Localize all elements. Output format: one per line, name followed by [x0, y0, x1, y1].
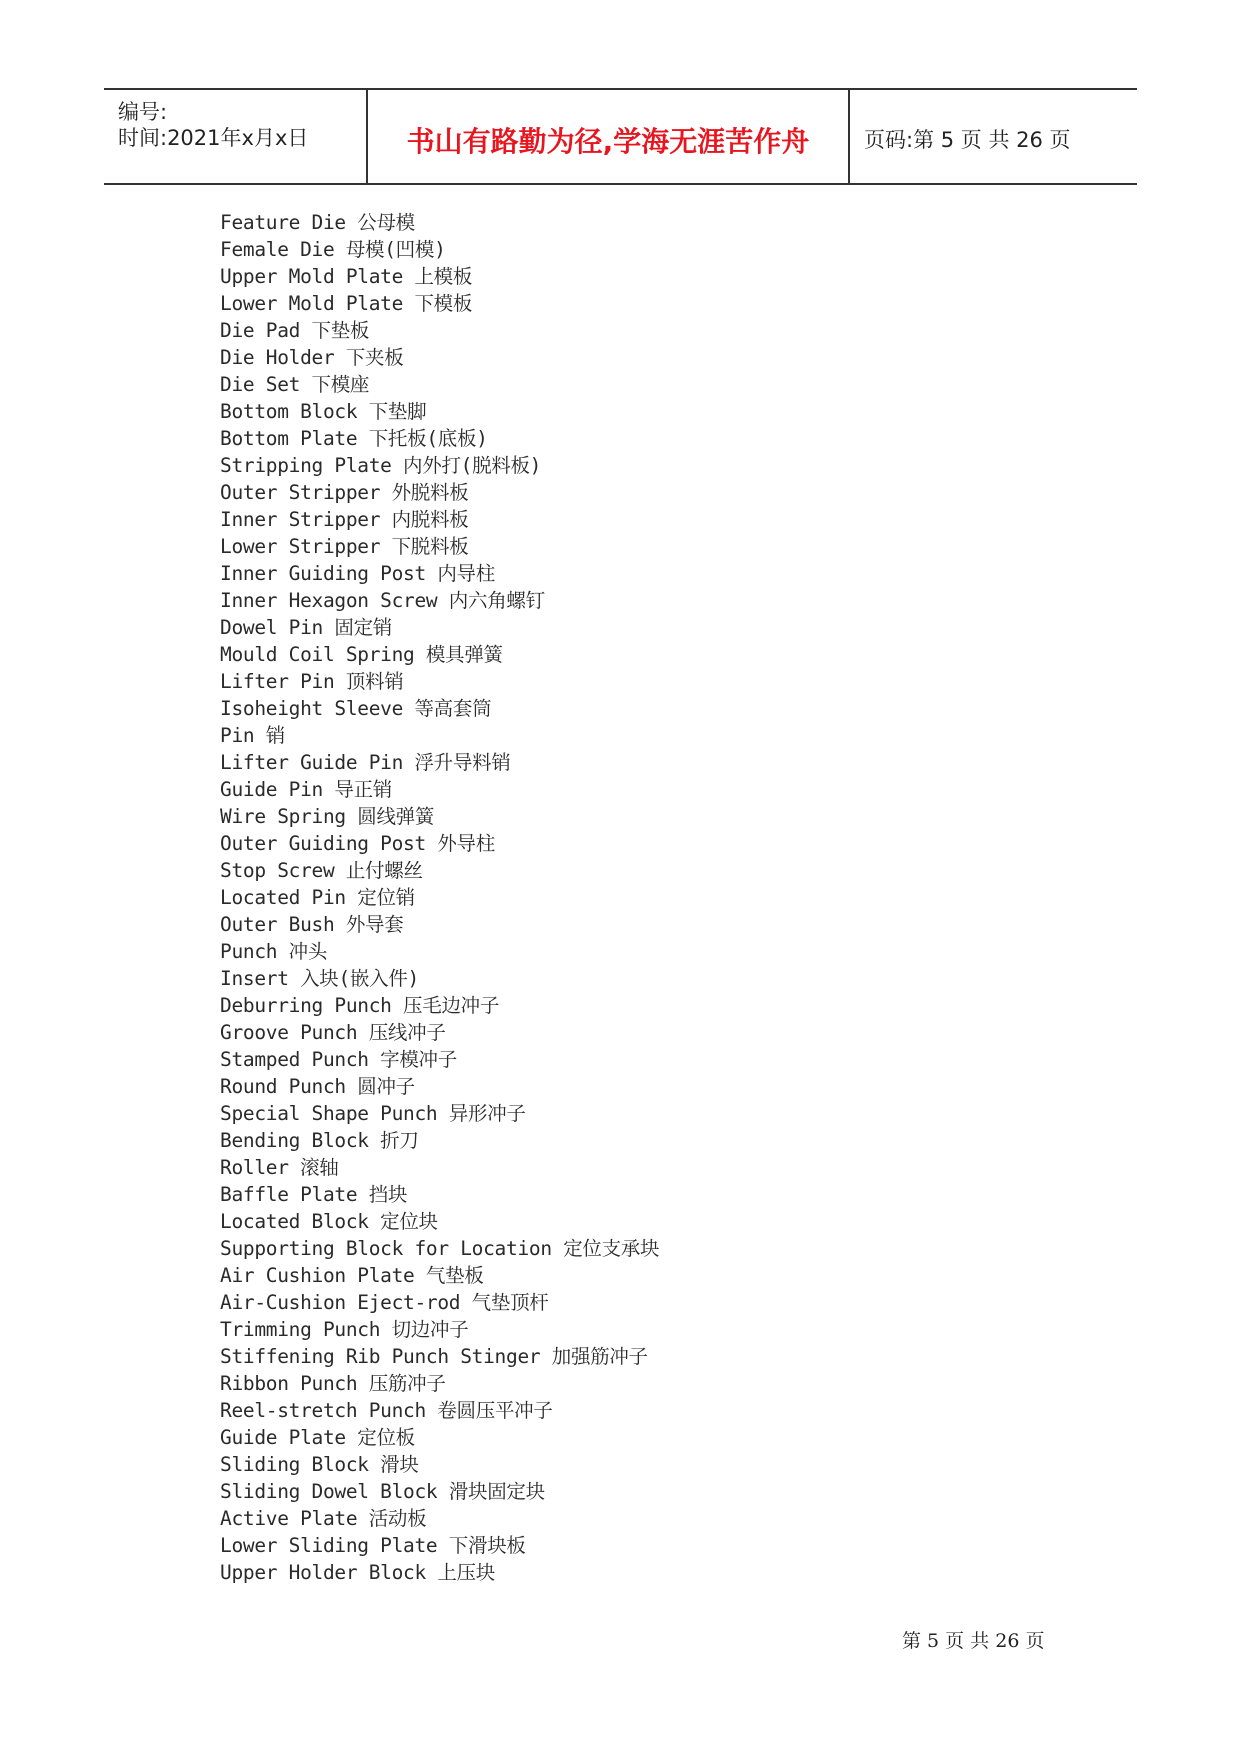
glossary-item: Outer Guiding Post 外导柱: [220, 832, 495, 855]
header-info-cell: [104, 90, 368, 183]
glossary-item: Die Holder 下夹板: [220, 346, 404, 369]
glossary-item: Die Pad 下垫板: [220, 319, 370, 342]
glossary-item: Air-Cushion Eject-rod 气垫顶杆: [220, 1291, 549, 1314]
header-motto-cell: [368, 90, 850, 183]
glossary-item: Insert 入块(嵌入件): [220, 967, 419, 990]
glossary-item: Upper Mold Plate 上模板: [220, 265, 473, 288]
glossary-item: Groove Punch 压线冲子: [220, 1021, 446, 1044]
glossary-item: Die Set 下模座: [220, 373, 370, 396]
glossary-item: Mould Coil Spring 模具弹簧: [220, 643, 503, 666]
glossary-item: Outer Bush 外导套: [220, 913, 404, 936]
glossary-item: Outer Stripper 外脱料板: [220, 481, 469, 504]
glossary-item: Wire Spring 圆线弹簧: [220, 805, 435, 828]
glossary-item: Ribbon Punch 压筋冲子: [220, 1372, 446, 1395]
glossary-item: Sliding Block 滑块: [220, 1453, 419, 1476]
glossary-item: Guide Pin 导正销: [220, 778, 393, 801]
glossary-item: Punch 冲头: [220, 940, 328, 963]
glossary-item: Active Plate 活动板: [220, 1507, 427, 1530]
glossary-list: [220, 209, 659, 1586]
glossary-item: Guide Plate 定位板: [220, 1426, 415, 1449]
glossary-item: Inner Stripper 内脱料板: [220, 508, 469, 531]
glossary-item: Feature Die 公母模: [220, 211, 415, 234]
glossary-item: Located Block 定位块: [220, 1210, 438, 1233]
glossary-item: Stamped Punch 字模冲子: [220, 1048, 457, 1071]
page-header: [104, 88, 1137, 185]
glossary-item: Bottom Block 下垫脚: [220, 400, 427, 423]
glossary-item: Round Punch 圆冲子: [220, 1075, 415, 1098]
glossary-item: Female Die 母模(凹模): [220, 238, 446, 261]
glossary-item: Stripping Plate 内外打(脱料板): [220, 454, 542, 477]
glossary-item: Upper Holder Block 上压块: [220, 1561, 495, 1584]
glossary-item: Baffle Plate 挡块: [220, 1183, 408, 1206]
glossary-item: Air Cushion Plate 气垫板: [220, 1264, 484, 1287]
glossary-item: Reel-stretch Punch 卷圆压平冲子: [220, 1399, 553, 1422]
glossary-item: Pin 销: [220, 724, 285, 747]
glossary-item: Trimming Punch 切边冲子: [220, 1318, 469, 1341]
motto-text: 书山有路勤为径,学海无涯苦作舟: [406, 125, 810, 158]
glossary-item: Stiffening Rib Punch Stinger 加强筋冲子: [220, 1345, 648, 1368]
glossary-item: Lifter Pin 顶料销: [220, 670, 404, 693]
glossary-item: Supporting Block for Location 定位支承块: [220, 1237, 660, 1260]
glossary-item: Lifter Guide Pin 浮升导料销: [220, 751, 511, 774]
glossary-item: Located Pin 定位销: [220, 886, 415, 909]
serial-label: 编号:: [118, 100, 168, 124]
glossary-item: Deburring Punch 压毛边冲子: [220, 994, 500, 1017]
glossary-item: Isoheight Sleeve 等高套筒: [220, 697, 492, 720]
glossary-item: Bottom Plate 下托板(底板): [220, 427, 488, 450]
glossary-item: Lower Stripper 下脱料板: [220, 535, 469, 558]
glossary-item: Dowel Pin 固定销: [220, 616, 393, 639]
glossary-item: Stop Screw 止付螺丝: [220, 859, 423, 882]
glossary-item: Sliding Dowel Block 滑块固定块: [220, 1480, 545, 1503]
glossary-item: Lower Mold Plate 下模板: [220, 292, 473, 315]
page-code: 页码:第 5 页 共 26 页: [864, 128, 1071, 152]
glossary-item: Bending Block 折刀: [220, 1129, 419, 1152]
glossary-item: Lower Sliding Plate 下滑块板: [220, 1534, 526, 1557]
glossary-item: Inner Guiding Post 内导柱: [220, 562, 495, 585]
header-page-cell: [850, 90, 1137, 183]
page-footer: 第 5 页 共 26 页: [902, 1630, 1045, 1652]
glossary-item: Special Shape Punch 异形冲子: [220, 1102, 526, 1125]
glossary-item: Roller 滚轴: [220, 1156, 339, 1179]
time-label: 时间:2021年x月x日: [118, 126, 309, 150]
glossary-item: Inner Hexagon Screw 内六角螺钉: [220, 589, 545, 612]
